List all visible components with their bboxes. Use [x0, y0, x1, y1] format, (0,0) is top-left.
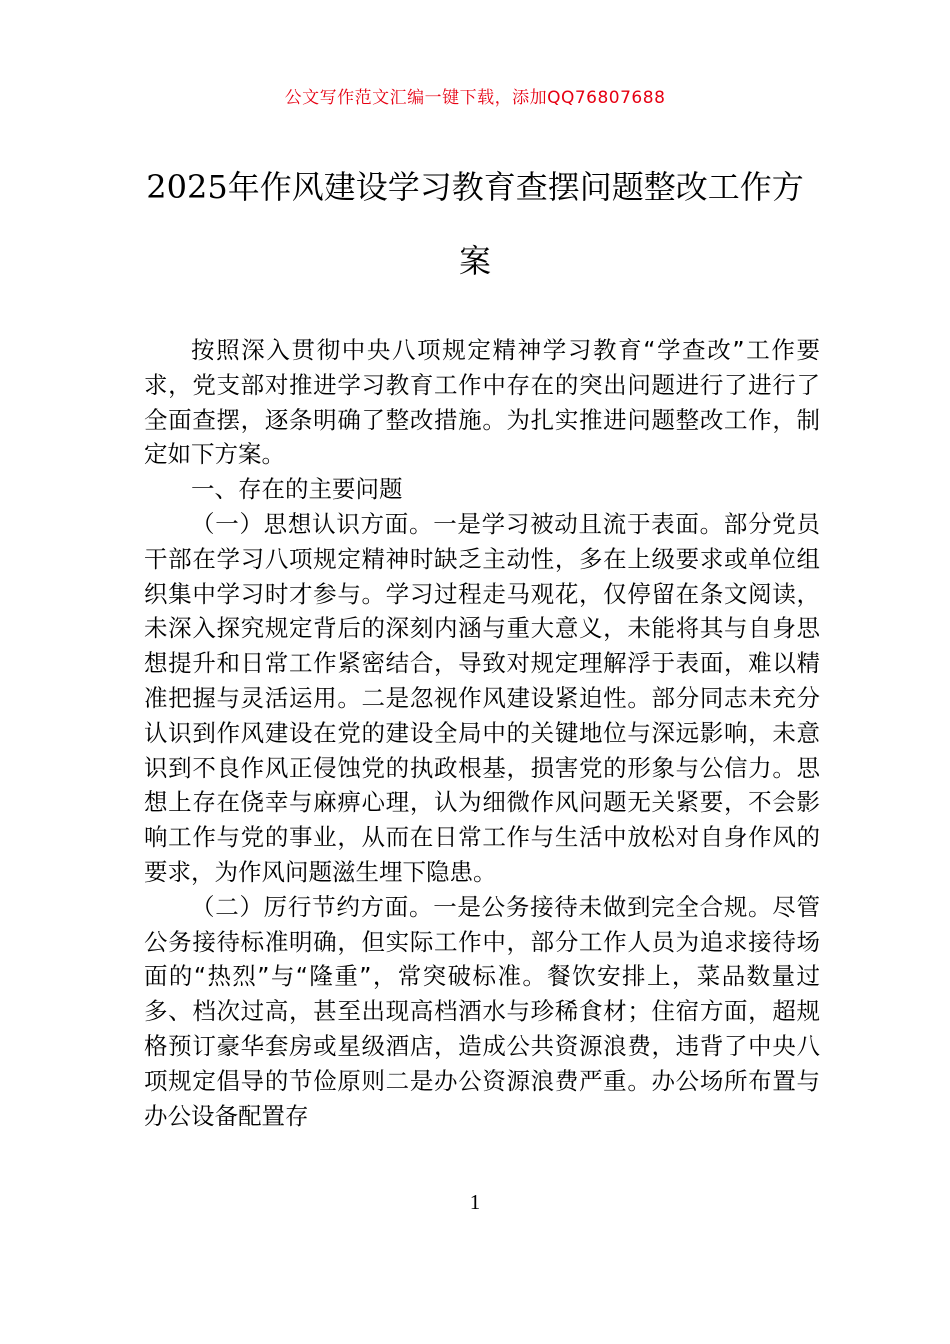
section-heading: 一、存在的主要问题 [191, 475, 403, 504]
header-download-note: 公文写作范文汇编一键下载，添加QQ76807688 [284, 88, 666, 108]
body-paragraph: （二）厉行节约方面。一是公务接待未做到完全合规。尽管公务接待标准明确，但实际工作中，部分工作人员为追求接待场面的“热烈”与“隆重”，常突破标准。餐饮安排上，菜品数量过多、档次过高，甚至出现高档酒水与珍稀食材；住宿方面，超规格预订豪华套房或星级酒店，造成公共资源浪费，违背了中央八项规定倡导的节俭原则二是办公资源浪费严重。办公场所布置与办公设备配置存 [144, 892, 820, 1130]
body-paragraph: （一）思想认识方面。一是学习被动且流于表面。部分党员干部在学习八项规定精神时缺乏主动性，多在上级要求或单位组织集中学习时才参与。学习过程走马观花，仅停留在条文阅读，未深入探究规定背后的深刻内涵与重大意义，未能将其与自身思想提升和日常工作紧密结合，导致对规定理解浮于表面，难以精准把握与灵活运用。二是忽视作风建设紧迫性。部分同志未充分认识到作风建设在党的建设全局中的关键地位与深远影响，未意识到不良作风正侵蚀党的执政根基，损害党的形象与公信力。思想上存在侥幸与麻痹心理，认为细微作风问题无关紧要，不会影响工作与党的事业，从而在日常工作与生活中放松对自身作风的要求，为作风问题滋生埋下隐患。 [144, 509, 820, 886]
page-number: 1 [469, 1190, 481, 1214]
document-title: 2025年作风建设学习教育查摆问题整改工作方案 [146, 168, 804, 280]
intro-paragraph: 按照深入贯彻中央八项规定精神学习教育“学查改”工作要求，党支部对推进学习教育工作中存在的突出问题进行了进行了全面查摆，逐条明确了整改措施。为扎实推进问题整改工作，制定如下方案。 [144, 336, 820, 469]
document-body [144, 333, 820, 1133]
